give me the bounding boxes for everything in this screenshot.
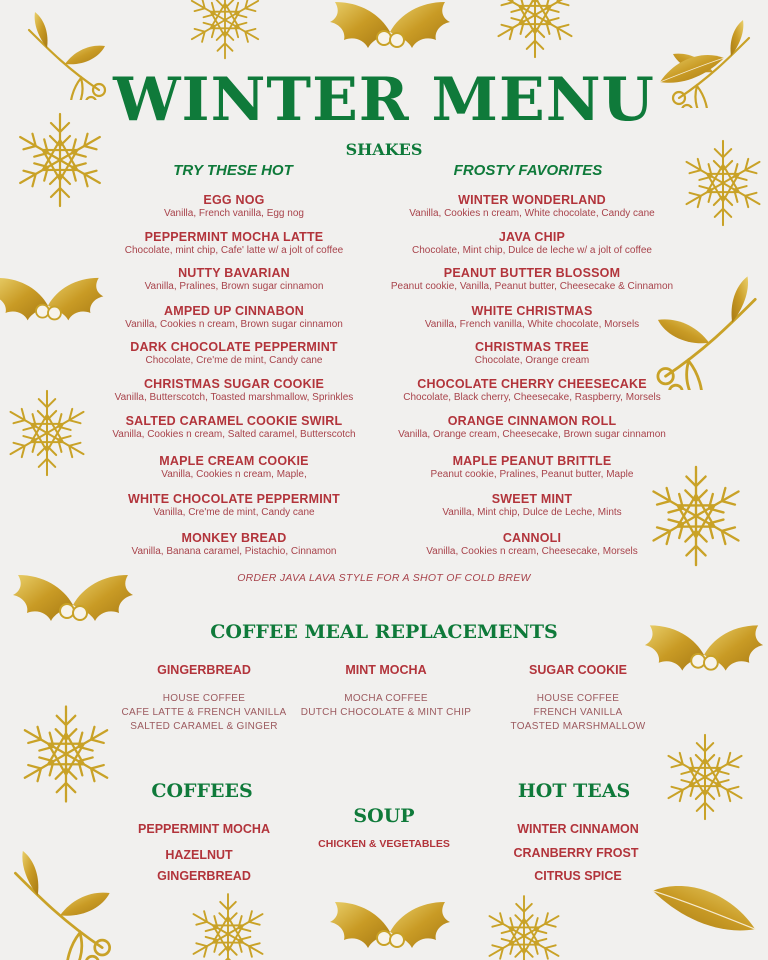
snowflake-icon bbox=[668, 128, 768, 238]
soup-heading: SOUP bbox=[353, 805, 415, 827]
holly-icon bbox=[325, 0, 455, 62]
menu-item: CHOCOLATE CHERRY CHEESECAKE Chocolate, Black cherry, Cheesecake, Raspberry, Morsels bbox=[403, 377, 661, 403]
meal-column-sugar-cookie: SUGAR COOKIE HOUSE COFFEE FRENCH VANILLA TOASTED MARSHMALLOW bbox=[510, 663, 646, 732]
holly-icon bbox=[325, 892, 455, 960]
menu-item: SALTED CARAMEL COOKIE SWIRL Vanilla, Cookies n cream, Salted caramel, Butterscotch bbox=[112, 414, 356, 440]
menu-item: WHITE CHRISTMAS Vanilla, French vanilla, White chocolate, Morsels bbox=[424, 304, 640, 330]
menu-item: DARK CHOCOLATE PEPPERMINT Chocolate, Cre'me de mint, Candy cane bbox=[130, 340, 338, 366]
menu-item: WINTER WONDERLAND Vanilla, Cookies n cream, White chocolate, Candy cane bbox=[409, 193, 655, 219]
menu-item: JAVA CHIP Chocolate, Mint chip, Dulce de leche w/ a jolt of coffee bbox=[412, 230, 652, 256]
menu-item: AMPED UP CINNABON Vanilla, Cookies n cream, Brown sugar cinnamon bbox=[125, 304, 343, 330]
soup-item: CHICKEN & VEGETABLES bbox=[318, 838, 450, 850]
menu-item: ORANGE CINNAMON ROLL Vanilla, Orange cream, Cheesecake, Brown sugar cinnamon bbox=[398, 414, 666, 440]
tea-item: CITRUS SPICE bbox=[534, 869, 622, 883]
menu-item: WHITE CHOCOLATE PEPPERMINT Vanilla, Cre'me de mint, Candy cane bbox=[128, 492, 340, 518]
menu-item: CHRISTMAS SUGAR COOKIE Vanilla, Butterscotch, Toasted marshmallow, Sprinkles bbox=[114, 377, 354, 403]
frosty-shakes-heading: FROSTY FAVORITES bbox=[453, 162, 603, 179]
menu-item: CANNOLI Vanilla, Cookies n cream, Cheesecake, Morsels bbox=[426, 531, 638, 557]
shakes-heading: SHAKES bbox=[345, 140, 423, 159]
menu-item: PEANUT BUTTER BLOSSOM Peanut cookie, Vanilla, Peanut butter, Cheesecake & Cinnamon bbox=[390, 266, 674, 292]
coffee-item: PEPPERMINT MOCHA bbox=[138, 822, 270, 836]
snowflake-icon bbox=[650, 722, 760, 832]
hot-teas-heading: HOT TEAS bbox=[517, 780, 631, 802]
tea-item: WINTER CINNAMON bbox=[517, 822, 639, 836]
menu-item: NUTTY BAVARIAN Vanilla, Pralines, Brown sugar cinnamon bbox=[144, 266, 324, 292]
menu-item: EGG NOG Vanilla, French vanilla, Egg nog bbox=[164, 193, 304, 219]
coffee-item: HAZELNUT bbox=[165, 848, 233, 862]
cold-brew-note: ORDER JAVA LAVA STYLE FOR A SHOT OF COLD BREW bbox=[237, 572, 531, 584]
page-title: WINTER MENU bbox=[113, 65, 655, 135]
holly-icon bbox=[8, 560, 138, 640]
menu-item: MONKEY BREAD Vanilla, Banana caramel, Pistachio, Cinnamon bbox=[131, 531, 337, 557]
meal-column-gingerbread: GINGERBREAD HOUSE COFFEE CAFE LATTE & FRENCH VANILLA SALTED CARAMEL & GINGER bbox=[121, 663, 287, 732]
menu-item: SWEET MINT Vanilla, Mint chip, Dulce de Leche, Mints bbox=[442, 492, 622, 518]
hot-shakes-heading: TRY THESE HOT bbox=[173, 162, 293, 179]
tea-item: CRANBERRY FROST bbox=[513, 846, 639, 860]
menu-item: CHRISTMAS TREE Chocolate, Orange cream bbox=[474, 340, 590, 366]
meal-column-mint-mocha: MINT MOCHA MOCHA COFFEE DUTCH CHOCOLATE & MINT CHIP bbox=[300, 663, 472, 718]
snowflake-icon bbox=[472, 884, 576, 960]
coffee-item: GINGERBREAD bbox=[157, 869, 251, 883]
menu-item: MAPLE CREAM COOKIE Vanilla, Cookies n cream, Maple, bbox=[159, 454, 309, 480]
snowflake-icon bbox=[176, 882, 280, 960]
snowflake-icon bbox=[480, 0, 590, 70]
coffee-meal-heading: COFFEE MEAL REPLACEMENTS bbox=[210, 621, 558, 643]
menu-item: MAPLE PEANUT BRITTLE Peanut cookie, Pralines, Peanut butter, Maple bbox=[430, 454, 634, 480]
snowflake-icon bbox=[175, 0, 275, 70]
menu-item: PEPPERMINT MOCHA LATTE Chocolate, mint chip, Cafe' latte w/ a jolt of coffee bbox=[124, 230, 344, 256]
coffees-heading: COFFEES bbox=[151, 780, 253, 802]
